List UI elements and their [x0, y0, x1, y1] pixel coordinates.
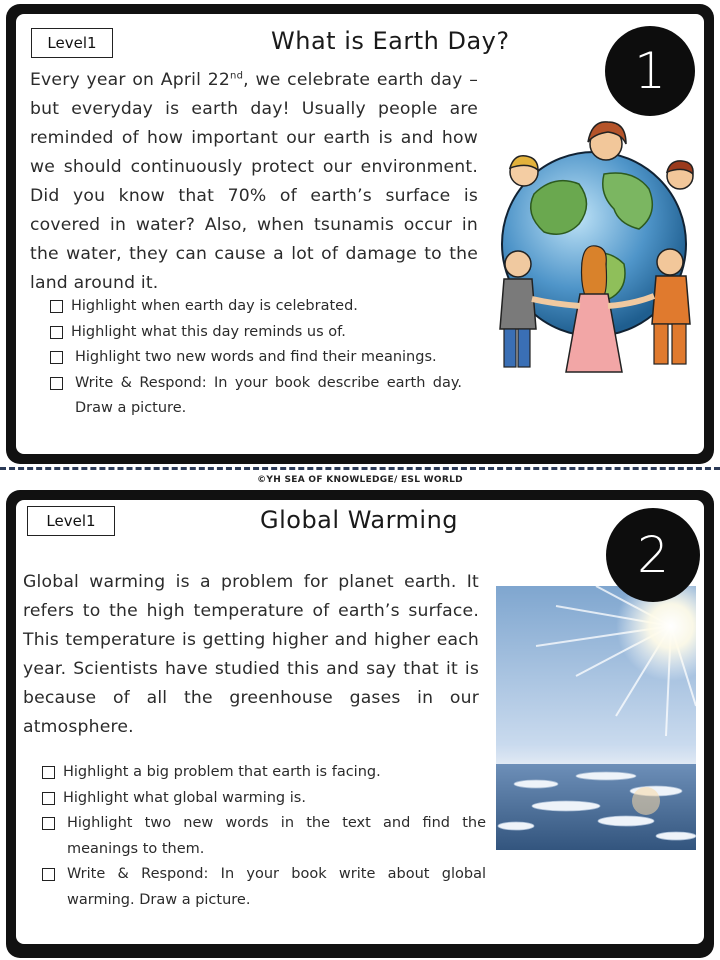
checklist-item: Write & Respond: In your book write about global warming. Draw a picture. — [42, 862, 486, 913]
card-paragraph: Global warming is a problem for planet earth. It refers to the high temperature of earth’s surface. This temperature is getting higher and higher each year. Scientists have studied this and say that it is because of all the greenhouse gases in our atmosphere. — [23, 572, 479, 737]
task-checklist — [50, 294, 462, 422]
checkbox[interactable] — [42, 868, 55, 881]
paragraph-start: Every year on April 22 — [30, 70, 231, 90]
dashed-divider — [0, 467, 720, 470]
task-checklist — [42, 760, 486, 913]
ordinal-suffix: nd — [230, 70, 244, 82]
checklist-item: Highlight when earth day is celebrated. — [50, 294, 462, 320]
checkbox[interactable] — [50, 351, 63, 364]
paragraph-rest: , we celebrate earth day – but everyday is earth day! Usually people are reminded of how important our earth is and how we should continuously protect our environment. Did you know that 70% of earth’s surface is covered in water? Also, when tsunamis occur in the water, they can cause a lot of damage to the land around it. — [30, 70, 478, 293]
card-global-warming — [6, 490, 714, 958]
checklist-item: Highlight two new words and find their meanings. — [50, 345, 462, 371]
checklist-item: Write & Respond: In your book describe earth day. Draw a picture. — [50, 371, 462, 422]
card-earth-day-content — [16, 14, 704, 454]
card-title: What is Earth Day? — [271, 27, 510, 55]
card-title: Global Warming — [260, 506, 459, 534]
children-around-globe-illustration — [484, 114, 704, 376]
checklist-item: Highlight what global warming is. — [42, 786, 486, 812]
card-global-warming-content — [16, 500, 704, 944]
sun-over-melting-sea-ice-photo — [496, 586, 696, 850]
checkbox[interactable] — [42, 766, 55, 779]
level-label: Level1 — [31, 28, 113, 58]
card-number-badge: 2 — [606, 508, 700, 602]
checklist-item: Highlight two new words in the text and find the meanings to them. — [42, 811, 486, 862]
checkbox[interactable] — [50, 300, 63, 313]
card-number-badge: 1 — [605, 26, 695, 116]
card-earth-day — [6, 4, 714, 464]
checkbox[interactable] — [50, 377, 63, 390]
checkbox[interactable] — [50, 326, 63, 339]
checklist-item: Highlight a big problem that earth is facing. — [42, 760, 486, 786]
checkbox[interactable] — [42, 817, 55, 830]
copyright-credit: ©YH SEA OF KNOWLEDGE/ ESL WORLD — [257, 475, 463, 485]
checkbox[interactable] — [42, 792, 55, 805]
level-label: Level1 — [27, 506, 115, 536]
card-paragraph — [30, 66, 478, 298]
checklist-item: Highlight what this day reminds us of. — [50, 320, 462, 346]
